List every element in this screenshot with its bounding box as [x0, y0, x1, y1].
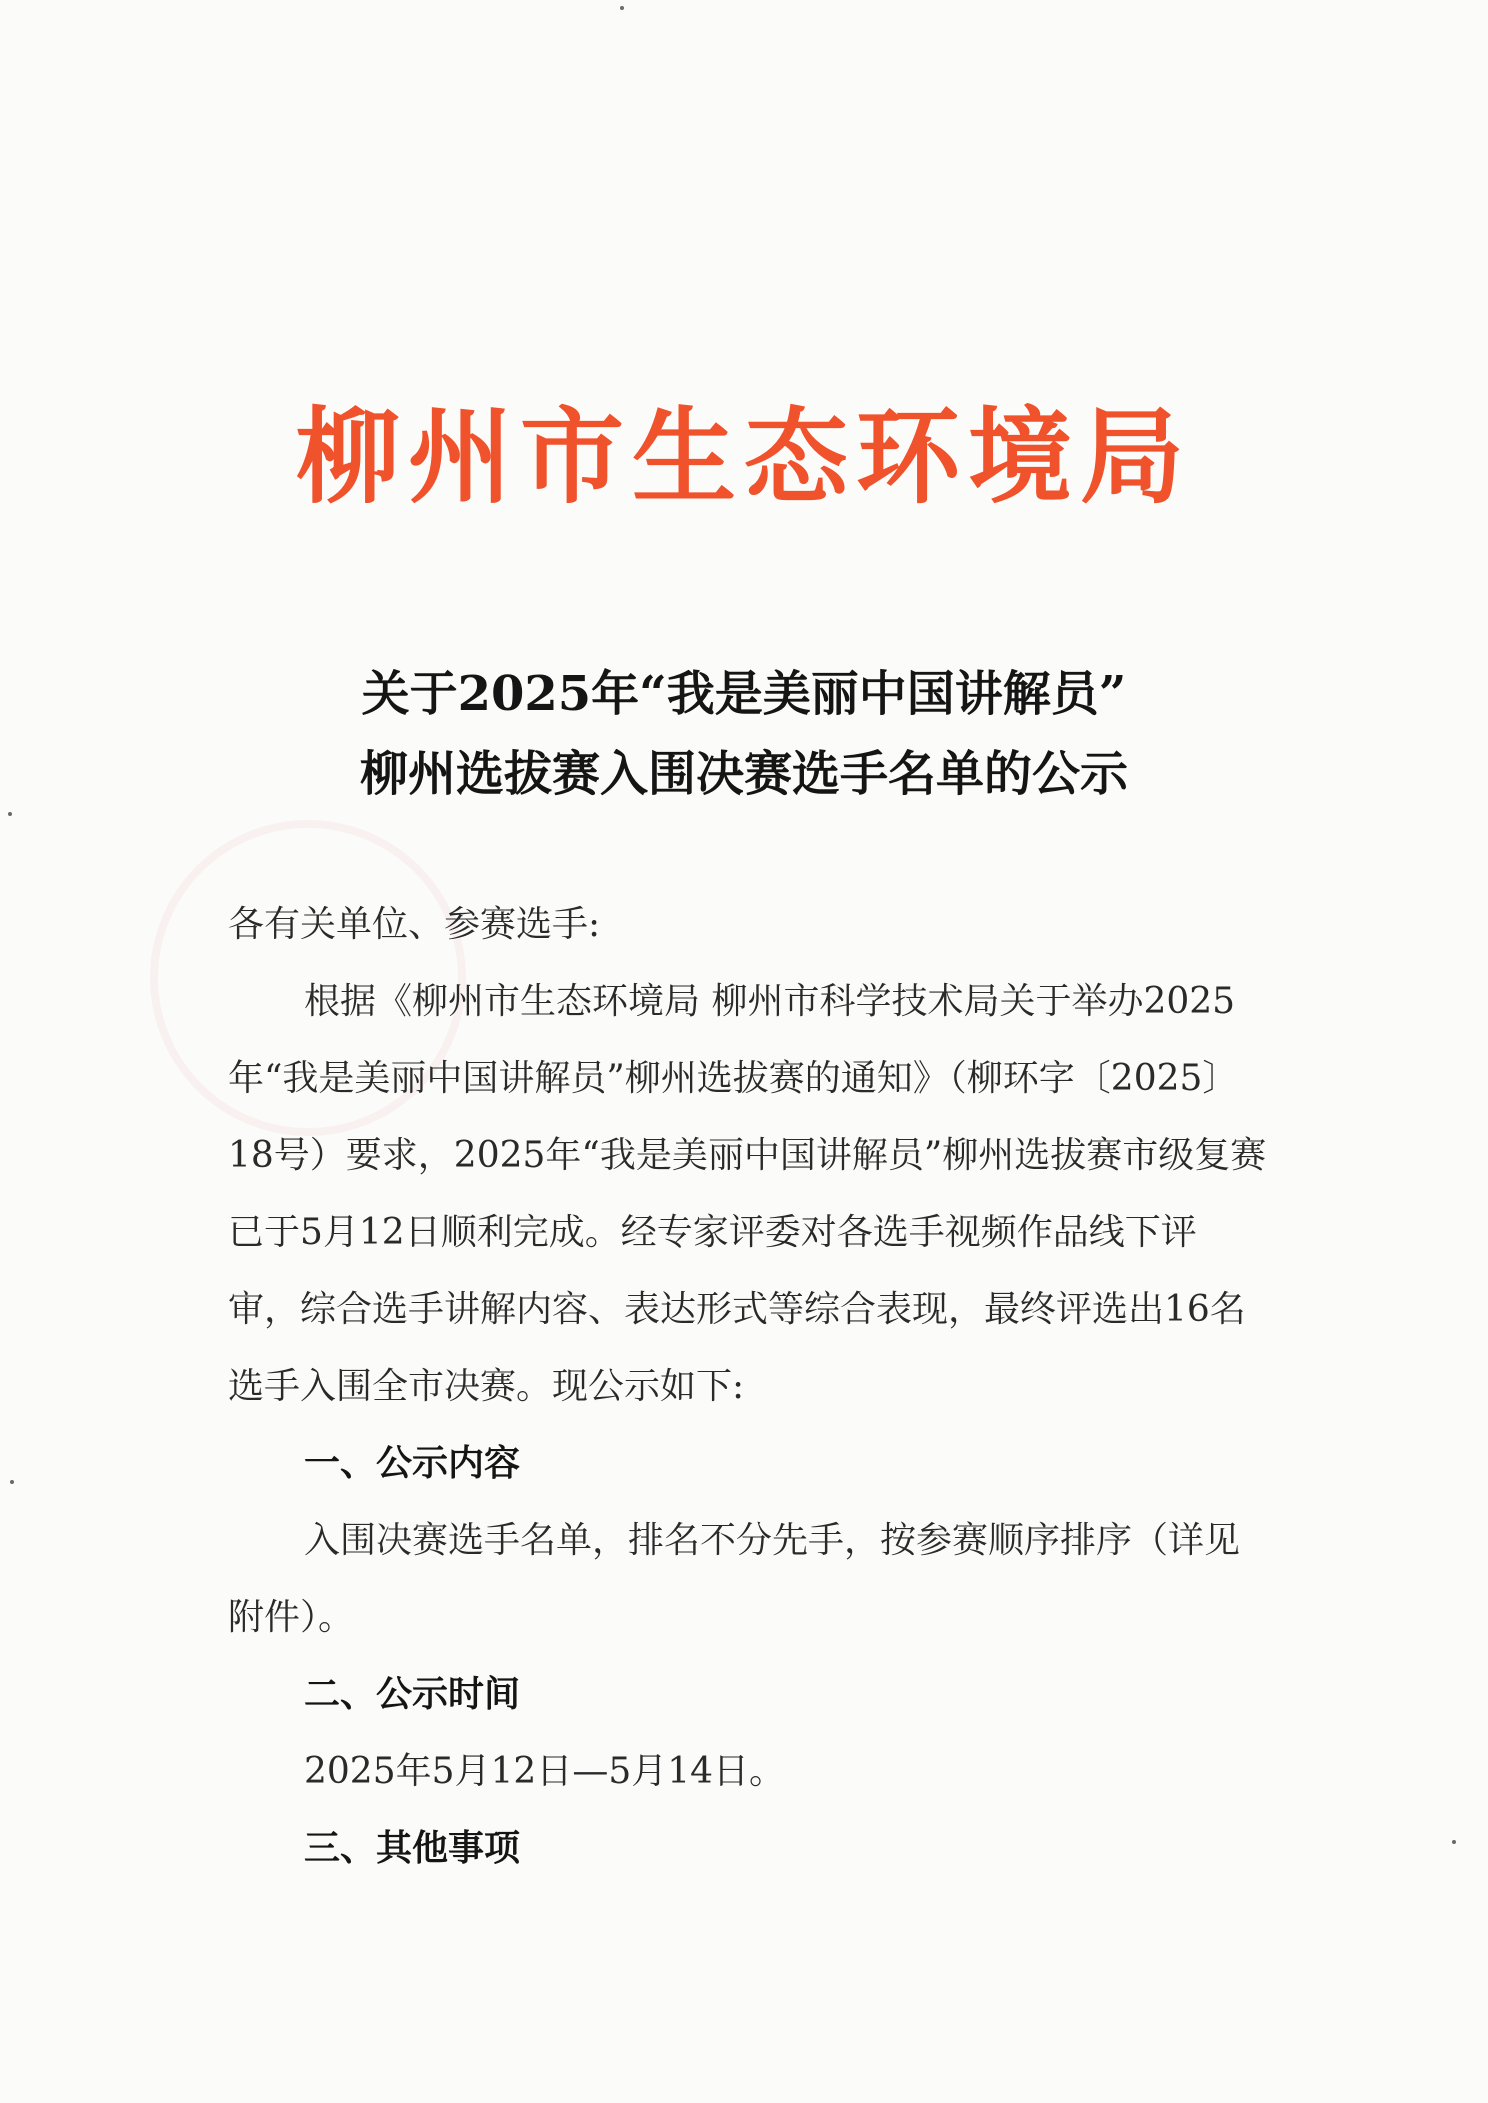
title-line-2: 柳州选拔赛入围决赛选手名单的公示	[359, 746, 1128, 802]
issuer-header: 柳州市生态环境局	[295, 395, 1192, 518]
section-2-heading: 二、公示时间	[304, 1674, 521, 1715]
section-3-heading: 三、其他事项	[304, 1828, 521, 1869]
section-1-heading: 一、公示内容	[304, 1443, 521, 1484]
intro-paragraph: 根据《柳州市生态环境局 柳州市科学技术局关于举办2025年“我是美丽中国讲解员”柳州选拔赛的通知》（柳环字〔2025〕18号）要求，2025年“我是美丽中国讲解员”柳州选拔赛市级复赛已于5月12日顺利完成。经专家评委对各选手视频作品线下评审，综合选手讲解内容、表达形式等综合表现，最终评选出16名选手入围全市决赛。现公示如下:	[228, 981, 1267, 1407]
document-body	[228, 886, 1268, 1887]
title-line-1: 关于2025年“我是美丽中国讲解员”	[361, 666, 1127, 722]
section-1-text: 入围决赛选手名单，排名不分先手，按参赛顺序排序（详见附件）。	[228, 1520, 1241, 1638]
scan-speck	[1452, 1840, 1456, 1844]
section-2-text: 2025年5月12日—5月14日。	[304, 1751, 786, 1792]
scan-speck	[10, 1480, 14, 1484]
scan-speck	[8, 812, 12, 816]
scan-speck	[620, 6, 624, 10]
salutation: 各有关单位、参赛选手:	[228, 904, 601, 945]
document-title	[0, 654, 1488, 814]
